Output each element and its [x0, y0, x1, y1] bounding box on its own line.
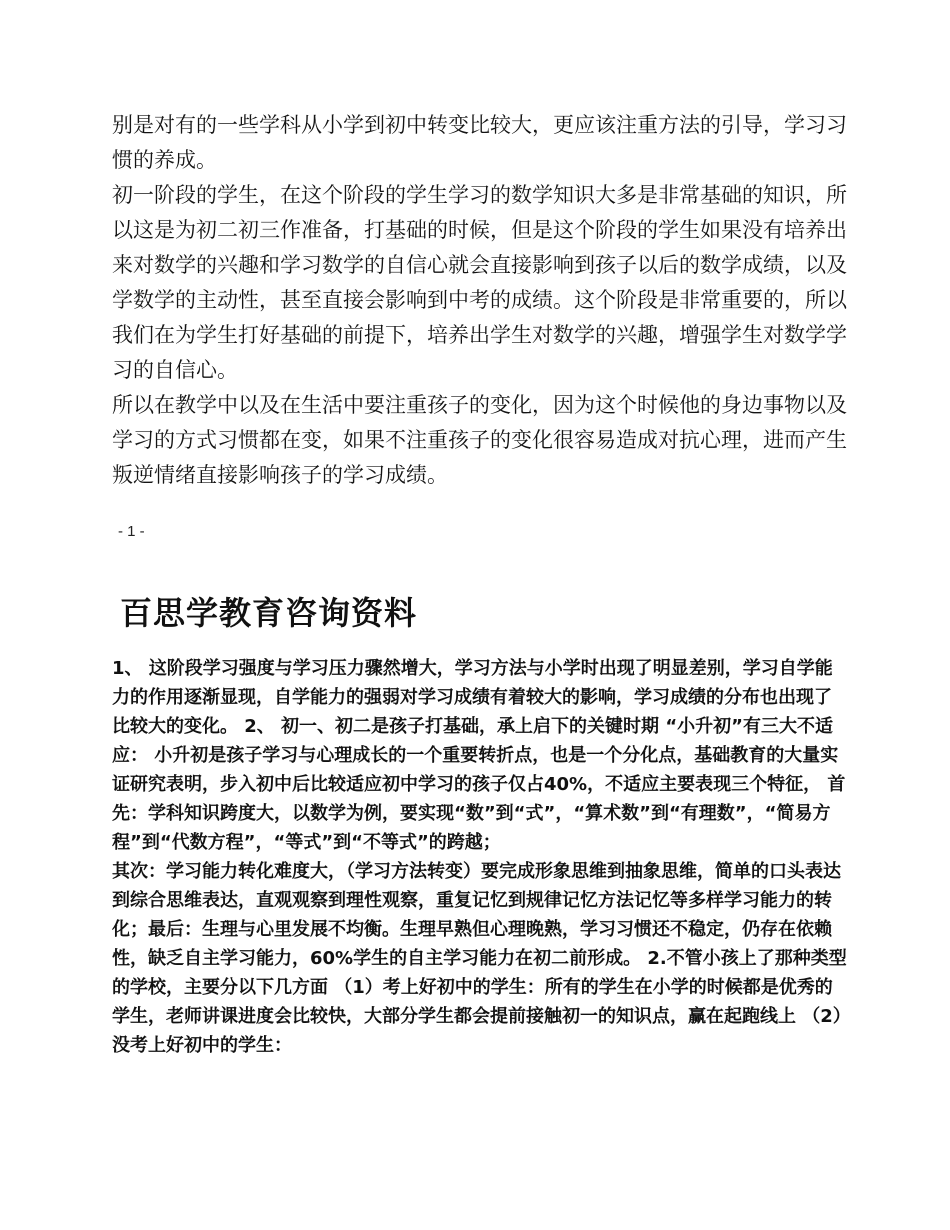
paragraph: 其次：学习能力转化难度大，（学习方法转变）要完成形象思维到抽象思维，简单的口头表达到综合思维表达，直观观察到理性观察，重复记忆到规律记忆方法记忆等多样学习能力的转化；最后：生理与心里发展不均衡。生理早熟但心理晚熟，学习习惯还不稳定，仍存在依赖性，缺乏自主学习能力，60%学生的自主学习能力在初二前形成。 2.不管小孩上了那种类型的学校，主要分以下几方面 （1）考上好初中的学生：所有的学生在小学的时候都是优秀的学生，老师讲课进度会比较快，大部分学生都会提前接触初一的知识点，赢在起跑线上 （2）没考上好初中的学生： [112, 861, 847, 1056]
page-number: - 1 - [118, 523, 145, 540]
body-text-block [112, 654, 847, 1060]
page-title: 百思学教育咨询资料 [120, 594, 418, 632]
top-text-block [112, 108, 852, 493]
paragraph: 所以在教学中以及在生活中要注重孩子的变化，因为这个时候他的身边事物以及学习的方式习惯都在变，如果不注重孩子的变化很容易造成对抗心理，进而产生叛逆情绪直接影响孩子的学习成绩。 [112, 393, 847, 487]
paragraph: 1、 这阶段学习强度与学习压力骤然增大，学习方法与小学时出现了明显差别，学习自学能力的作用逐渐显现，自学能力的强弱对学习成绩有着较大的影响，学习成绩的分布也出现了比较大的变化。 2、 初一、初二是孩子打基础，承上启下的关键时期 “小升初”有三大不适应： 小升初是孩子学习与心理成长的一个重要转折点，也是一个分化点，基础教育的大量实证研究表明，步入初中后比较适应初中学习的孩子仅占40%，不适应主要表现三个特征， 首先：学科知识跨度大，以数学为例，要实现“数”到“式”，“算术数”到“有理数”，“简易方程”到“代数方程”，“等式”到“不等式”的跨越； [112, 658, 846, 853]
paragraph: 别是对有的一些学科从小学到初中转变比较大，更应该注重方法的引导，学习习惯的养成。 [112, 113, 847, 172]
paragraph: 初一阶段的学生，在这个阶段的学生学习的数学知识大多是非常基础的知识，所以这是为初二初三作准备，打基础的时候，但是这个阶段的学生如果没有培养出来对数学的兴趣和学习数学的自信心就会直接影响到孩子以后的数学成绩，以及学数学的主动性，甚至直接会影响到中考的成绩。这个阶段是非常重要的，所以我们在为学生打好基础的前提下，培养出学生对数学的兴趣，增强学生对数学学习的自信心。 [112, 183, 847, 382]
